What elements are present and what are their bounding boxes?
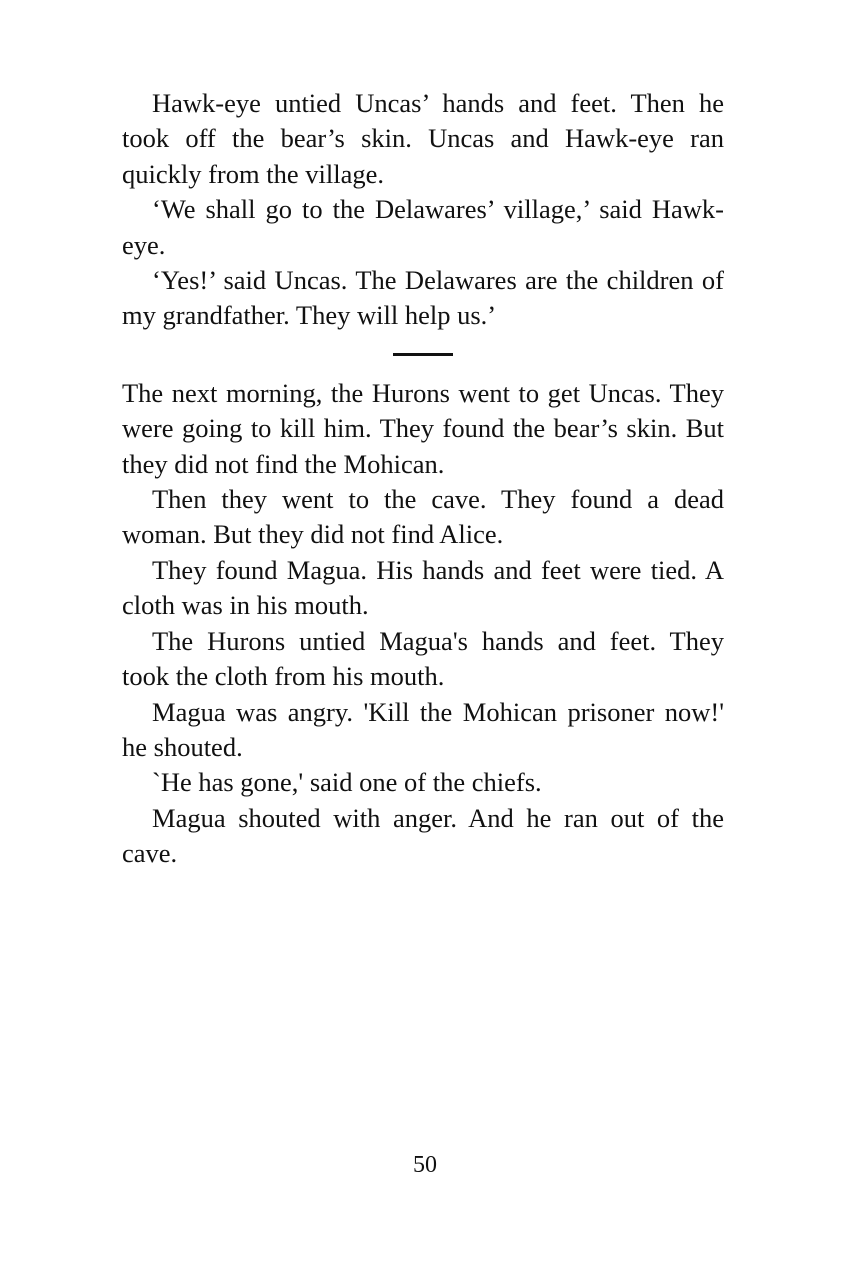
paragraph: They found Magua. His hands and feet were tied. A cloth was in his mouth. (122, 554, 724, 621)
paragraph: ‘Yes!’ said Uncas. The Delawares are the children of my grandfather. They will help us.’ (122, 265, 724, 331)
paragraph: Then they went to the cave. They found a dead woman. But they did not find Alice. (122, 484, 724, 550)
page-number: 50 (413, 1152, 437, 1178)
section-divider (393, 353, 453, 356)
paragraph: ‘We shall go to the Delawares’ village,’ said Hawk-eye. (122, 194, 724, 260)
page-body (122, 86, 724, 872)
paragraph: `He has gone,' said one of the chiefs. (152, 767, 542, 798)
paragraph: Magua was angry. 'Kill the Mohican prisoner now!' he shouted. (122, 696, 724, 762)
paragraph: Hawk-eye untied Uncas’ hands and feet. Then he took off the bear’s skin. Uncas and Hawk-eye ran quickly from the village. (122, 88, 724, 189)
paragraph: The next morning, the Hurons went to get Uncas. They were going to kill him. They found the bear’s skin. But they did not find the Mohican. (122, 377, 724, 479)
paragraph: The Hurons untied Magua's hands and feet. They took the cloth from his mouth. (122, 625, 724, 692)
paragraph: Magua shouted with anger. And he ran out of the cave. (122, 802, 724, 869)
